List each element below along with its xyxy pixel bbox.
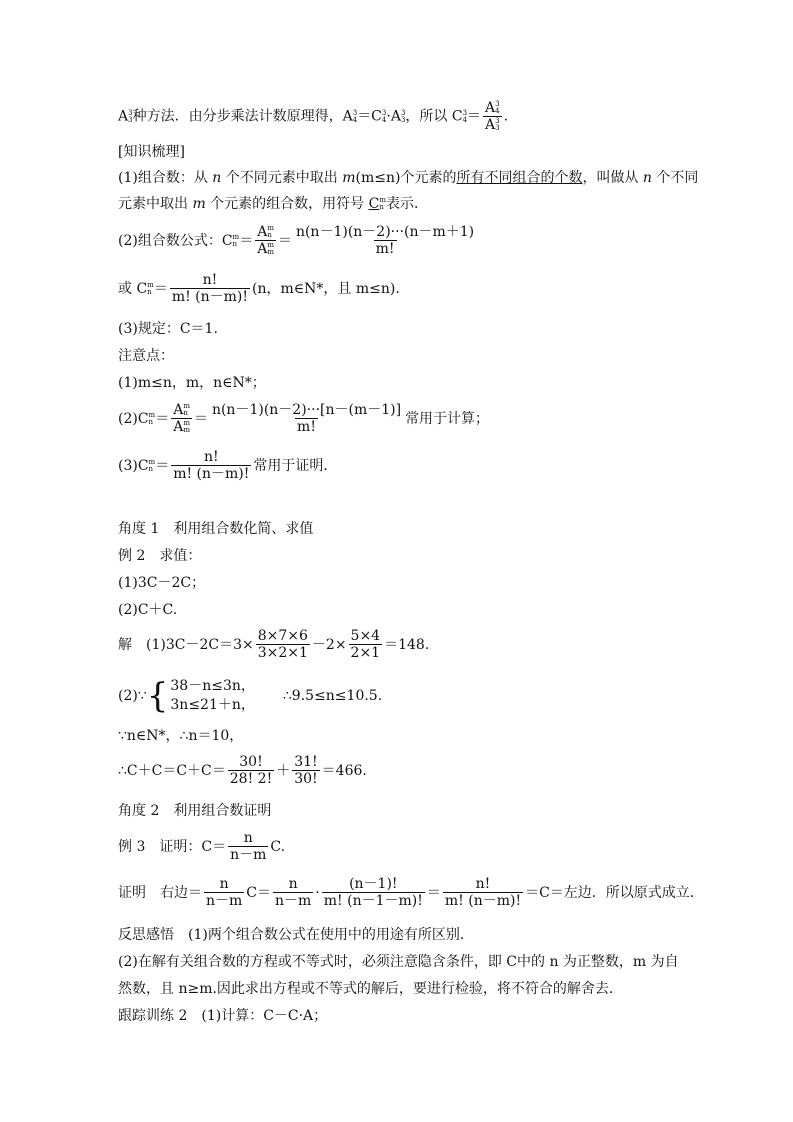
angle-1-heading: 角度 1 利用组合数化简、求值 (118, 521, 314, 537)
tracking-exercise: 跟踪训练 2 (1)计算：C－C·A； (118, 1008, 328, 1024)
definition-line-1: (1)组合数：从 n 个不同元素中取出 m(m≤n)个元素的所有不同组合的个数，叫做从 n 个不同 (118, 170, 699, 186)
example-2-title: 例 2 求值： (118, 548, 202, 564)
proof: 证明 右边＝ $\frac{n}{n-m}$ C＝ $\frac{n}{n-m}$ · $\frac{(n-1)!}{m! (n-1-m)!}$ ＝ $\frac{n!}{m! (n-m)!}$ ＝C＝左边．所以原式成立． (118, 876, 704, 909)
definition-line-2: 元素中取出 m 个元素的组合数，用符号 C m n 表示． (118, 196, 428, 212)
note-1: (1)m≤n，m，n∈N*； (118, 375, 266, 391)
intro-fraction: A 3 4 A 3 3 (485, 100, 500, 133)
reflection-3: 然数，且 n≥m.因此求出方程或不等式的解后，要进行检验，将不符合的解舍去． (118, 981, 623, 997)
intro-line: A 3 3 种方法．由分步乘法计数原理得，A 3 4 ＝C 3 4 ·A 3 3 ，所以 C 3 4 ＝ A 3 4 A 3 3 . (118, 100, 509, 133)
integer-condition: ∵n∈N*，∴n＝10， (118, 728, 244, 744)
formula-1: (2)组合数公式：C m n ＝ A m n A m m ＝ $\frac{n(n-1)(n-2)\cdot\cdot\cdot(n-m+1)}{m!}$ (118, 224, 475, 257)
question-1: (1)3C－2C； (118, 575, 206, 591)
solution-2-system: (2)∵ { 38－n≤3n， 3n≤21＋n， ∴9.5≤n≤10.5. (118, 676, 383, 716)
angle-2-heading: 角度 2 利用组合数证明 (118, 803, 272, 819)
solution-1: 解 (1)3C－2C＝3× $\frac{8\times 7\times 6}{3\times 2\times 1}$ －2× $\frac{5\times 4}{2\times 1}$ ＝148. (118, 628, 430, 661)
question-2: (2)C＋C. (118, 602, 178, 618)
notes-heading: 注意点： (118, 348, 174, 364)
section-heading: [知识梳理] (118, 144, 185, 160)
reflection-1: 反思感悟 (1)两个组合数公式在使用中的用途有所区别． (118, 927, 474, 943)
example-3: 例 3 证明：C＝ $\frac{n}{n-m}$ C. (118, 830, 286, 863)
convention: (3)规定：C＝1. (118, 321, 218, 337)
note-3: (3)C m n ＝ $\frac{n!}{m! (n-m)!}$ 常用于证明． (118, 449, 338, 482)
note-2: (2)C m n ＝ A m n A m m ＝ $\frac{n(n-1)(n-2)\cdot\cdot\cdot[n-(m-1)]}{m!}$ 常用于计算； (118, 402, 490, 435)
formula-2: 或 C m n ＝ $\frac{n!}{m! (n-m)!}$ (n，m∈N*，且 m≤n). (118, 272, 400, 305)
solution-2-result: ∴C＋C＝C＋C＝ $\frac{30!}{28! 2!}$ ＋ $\frac{31!}{30!}$ ＝466. (118, 754, 367, 787)
reflection-2: (2)在解有关组合数的方程或不等式时，必须注意隐含条件，即 C中的 n 为正整数，m 为自 (118, 954, 679, 970)
